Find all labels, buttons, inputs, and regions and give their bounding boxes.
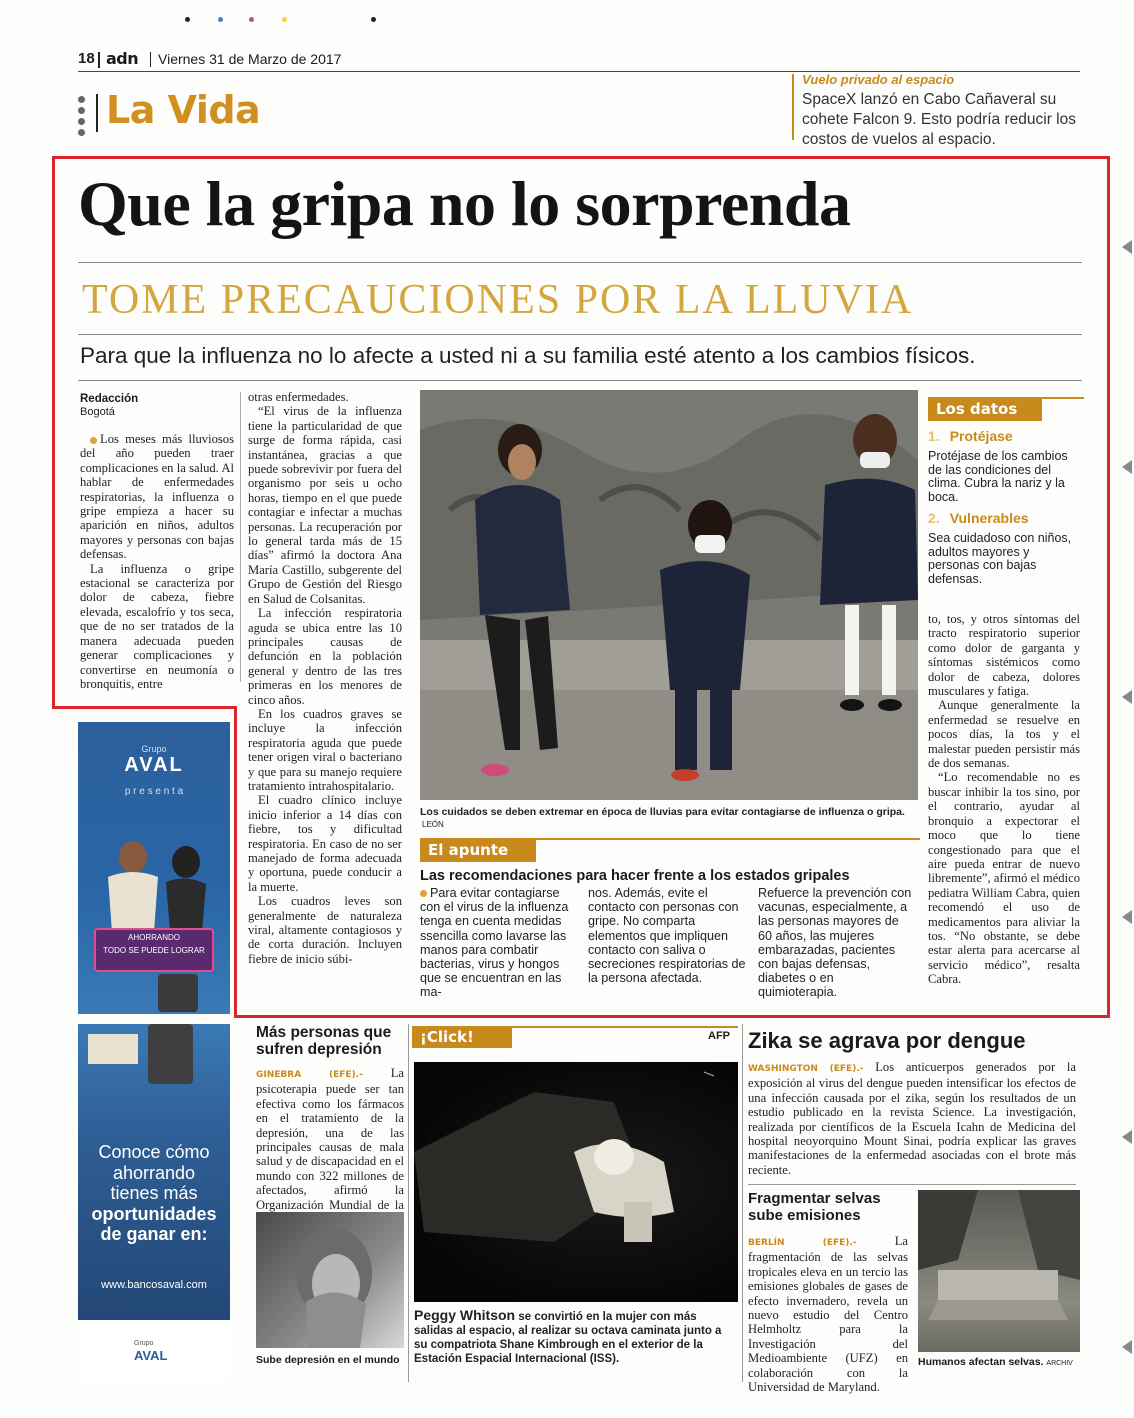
datos-item-2: 2. Vulnerables Sea cuidadoso con niños, adultos mayores y personas con bajas defensas. — [928, 510, 1072, 586]
article-paragraph: to, tos, y otros síntomas del tracto respiratorio superior como dolor de garganta y síntomas sistémicos como dolor de cabeza, dolores musculares y fatiga. — [928, 612, 1080, 699]
brand-logo: adn — [106, 49, 139, 68]
ad-footer: Grupo AVAL — [78, 1320, 230, 1382]
selvas-title: Fragmentar selvas sube emisiones — [748, 1190, 881, 1224]
section-title: La Vida — [106, 88, 261, 132]
article-paragraph: La infección respiratoria aguda se ubica entre las 10 principales causas de defunción en la población general y dentro de las tres primeras en los menores de cinco años. — [248, 606, 402, 707]
article-paragraph: El cuadro clínico incluye inicio inferior a 14 días con fiebre, tos y dificultad respiratoria. En caso de no ser manejado de forma adecuada y oportuna, puede conducir a la muerte. — [248, 793, 402, 894]
dateline: BERLÍN (EFE).- — [748, 1238, 857, 1248]
datos-item-1: 1. Protéjase Protéjase de los cambios de las condiciones del clima. Cubra la nariz y la boca. — [928, 428, 1068, 504]
aval-ad[interactable]: Grupo AVAL p r e s e n t a AHORRANDO TODO SE PUEDE LOGRAR — [78, 722, 230, 1014]
registration-marks — [185, 17, 385, 25]
ad-suitcase — [158, 974, 198, 1012]
photo-caption: Los cuidados se deben extremar en época de lluvias para evitar contagiarse de influenza o gripa. LEÓN — [420, 806, 905, 829]
article-paragraph: “Lo recomendable no es buscar inhibir la tos sino, por el contrario, ayudar al bronquio a expectorar el moco que lo tiene congestionado para que el aire pueda entrar de nuevo libremente”, afirmó el médico pediatra William Cabra, quien recomendó el uso de medicamentos para aliviar la tos. “No obstante, se debe estar alerta para acercarse al servicio médico”, resalta Cabra. — [928, 770, 1080, 987]
selvas-caption: Humanos afectan selvas. ARCHIV — [918, 1356, 1073, 1368]
depresion-title: Más personas que sufren depresión — [256, 1024, 392, 1058]
article-paragraph: Aunque generalmente la enfermedad se resuelve en pocos días, la tos y el malestar pueden persistir más de dos semanas. — [928, 698, 1080, 771]
ad-url[interactable]: www.bancosaval.com — [101, 1279, 207, 1291]
binding-marks — [1122, 0, 1134, 1418]
click-credit: AFP — [708, 1030, 730, 1042]
zika-text: WASHINGTON (EFE).- Los anticuerpos generados por la exposición al virus del dengue pueden intensificar los efectos de una infección causada por el zika, según los resultados de un estudio publicado en la revista Science. La investigación, realizada por científicos de la Escuela Icahn de Medicina del hospital neoyorquino Mount Sinai, podría explicar las graves manifestaciones de la enfermedad asociadas con el brote más reciente. — [748, 1060, 1076, 1177]
click-tag: ¡Click! — [412, 1026, 512, 1048]
article-paragraph: “El virus de la influenza tiene la particularidad de que surge de forma rápida, casi instantánea, gracias a que puede sobrevivir por fuera del organismo por seis u ocho horas, tiempo en el que puede contagiar e infectar a muchas personas. La recuperación por lo general tarda más de 15 días” afirmó la doctora Ana María Castillo, subgerente del Grupo de Gestión del Riesgo en Salud de Colsanitas. — [248, 404, 402, 606]
article-col1 — [80, 432, 234, 691]
depresion-photo — [256, 1212, 404, 1348]
depresion-text: GINEBRA (EFE).- La psicoterapia puede ser tan efectiva como los fármacos en el tratamiento de la depresión, una de las principales causas de mala salud y de discapacidad en el mundo con 322 millones de afectados, afirmó la Organización Mundial de la — [256, 1066, 404, 1212]
apunte-col-1: Para evitar contagiarse con el virus de la influenza tenga en cuenta medidas ssencilla como lavarse las manos para combatir bacterias, virus y hongos que se encuentran en las ma- — [420, 886, 569, 1000]
section-dots — [78, 96, 86, 136]
article-deck: Para que la influenza no lo afecte a usted ni a su familia esté atento a los cambios físicos. — [80, 343, 976, 368]
page-date: Viernes 31 de Marzo de 2017 — [158, 51, 342, 67]
zika-title: Zika se agrava por dengue — [748, 1028, 1026, 1053]
byline: Redacción — [80, 393, 139, 405]
article-paragraph: En los cuadros graves se incluye la infección respiratoria aguda que puede tener origen viral o bacteriano y que para su manejo requiere tratamiento intrahospitalario. — [248, 706, 402, 793]
aval-ad-bottom[interactable]: Conoce cómo ahorrando tienes más oportunidades de ganar en: www.bancosaval.com Grupo AVAL — [78, 1024, 230, 1382]
page-header — [78, 48, 1080, 72]
teaser[interactable] — [792, 72, 1084, 146]
article-col4 — [928, 612, 1080, 987]
article-paragraph: La influenza o gripe estacional se caracteriza por dolor de cabeza, fiebre elevada, escalofrío y tos seca, que de no ser tratados de la manera adecuada pueden generar complicaciones y convertirse en neumonía o bronquitis, entre — [80, 561, 234, 691]
article-headline: Que la gripa no lo sorprenda — [78, 168, 851, 239]
apunte-col-2: nos. Además, evite el contacto con personas con gripe. No comparta elementos que impliquen contacto con saliva o secreciones respiratorias de la persona afectada. — [588, 886, 746, 986]
apunte-col-3: Refuerce la prevención con vacunas, especialmente, a las personas mayores de 60 años, las mujeres embarazadas, pacientes con bajas defensas, diabetes o en quimioterapia. — [758, 886, 912, 1000]
ad-illustration-lower — [88, 1024, 228, 1124]
click-caption-name: Peggy Whitson — [414, 1307, 516, 1323]
datos-tag: Los datos — [928, 397, 1042, 421]
apunte-title: Las recomendaciones para hacer frente a los estados gripales — [420, 868, 850, 884]
article-paragraph: otras enfermedades. — [248, 390, 349, 404]
click-caption: Peggy Whitson se convirtió en la mujer con más salidas al espacio, al realizar su octava caminata junto a su compatriota Shane Kimbrough en el exterior de la Estación Espacial Internacional (ISS). — [414, 1307, 722, 1365]
teaser-title: Vuelo privado al espacio — [802, 72, 955, 87]
dateline: WASHINGTON (EFE).- — [748, 1064, 864, 1074]
article-paragraph: Los cuadros leves son generalmente de naturaleza viral, altamente contagiosos y de corta duración. Incluyen fiebre de inicio súbi- — [248, 894, 402, 966]
article-col2 — [248, 390, 402, 966]
dateline: GINEBRA (EFE).- — [256, 1070, 363, 1080]
aval-logo: AVAL — [124, 754, 184, 776]
ad-people-illustration — [88, 832, 218, 932]
byline-location: Bogotá — [80, 406, 115, 418]
teaser-text: SpaceX lanzó en Cabo Cañaveral su cohete Falcon 9. Esto podría reducir los costos de vuelos al espacio. — [802, 91, 1076, 148]
main-photo — [420, 390, 918, 800]
selvas-text: BERLÍN (EFE).- La fragmentación de las selvas tropicales eleva en un tercio las emisiones globales de gases de efecto invernadero, revela un nuevo estudio del Centro Helmholtz para la Investigación del Medioambiente (UFZ) en colaboración con la Universidad de Maryland. — [748, 1234, 908, 1395]
selvas-photo — [918, 1190, 1080, 1352]
article-kicker: TOME PRECAUCIONES POR LA LLUVIA — [82, 277, 914, 323]
photo-credit: LEÓN — [422, 820, 444, 829]
article-paragraph: Los meses más lluviosos del año pueden traer complicaciones en la salud. Al hablar de enfermedades respiratorias, la influenza o gripe empieza a hacer su aparición en niños, adultos mayores y personas con bajas defensas. — [80, 432, 234, 562]
page-number: 18 — [78, 50, 95, 67]
depresion-caption: Sube depresión en el mundo — [256, 1354, 400, 1366]
apunte-tag: El apunte — [420, 838, 536, 862]
bullet-icon — [420, 890, 427, 897]
space-photo — [414, 1062, 738, 1302]
bullet-icon — [90, 437, 97, 444]
ad-badge: AHORRANDO TODO SE PUEDE LOGRAR — [94, 928, 214, 972]
